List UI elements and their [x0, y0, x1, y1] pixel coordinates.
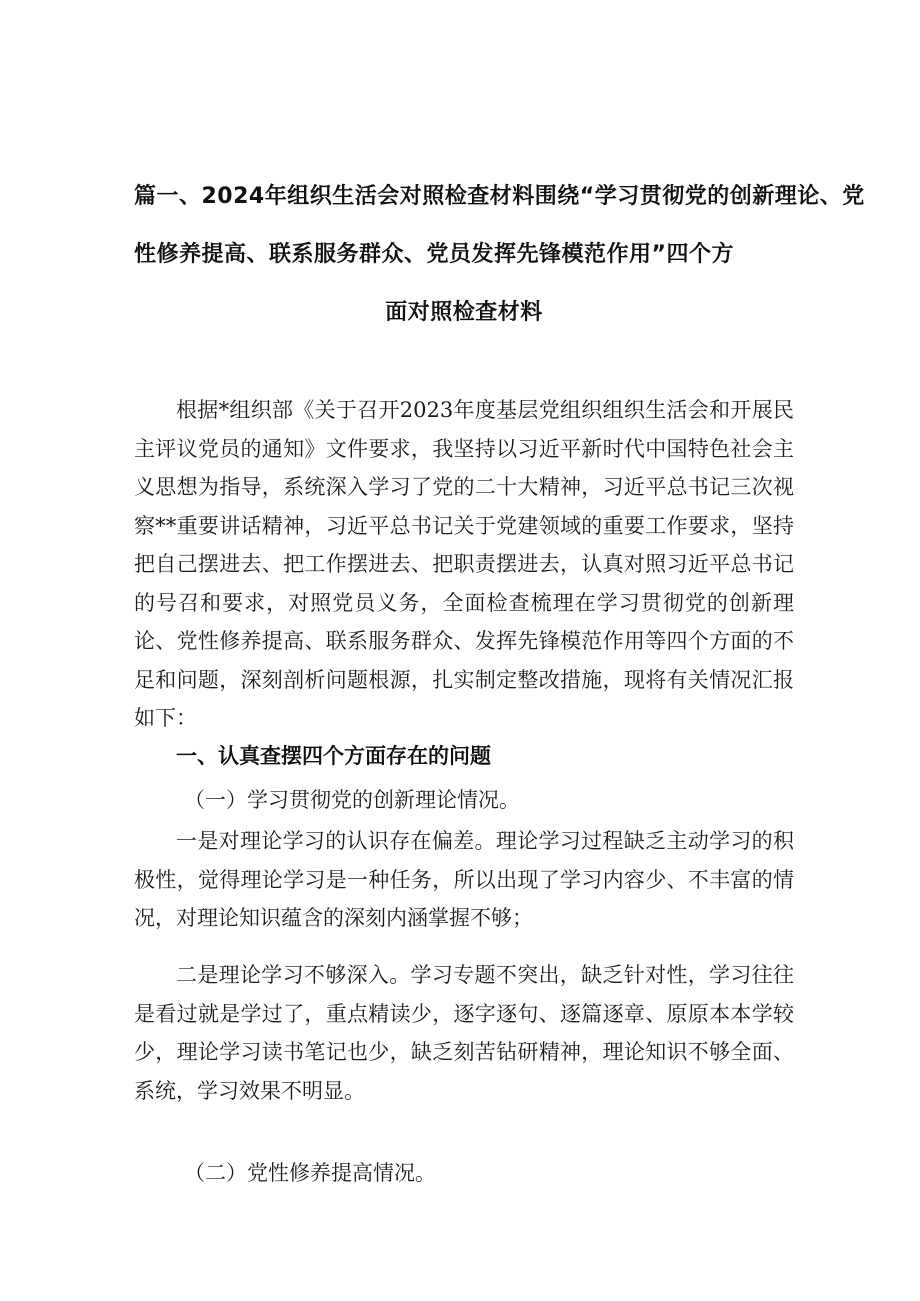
intro-paragraph: 根据*组织部《关于召开2023年度基层党组织组织生活会和开展民主评议党员的通知》文件要求，我坚持以习近平新时代中国特色社会主义思想为指导，系统深入学习了党的二十大精神，习近平总书记三次视察**重要讲话精神，习近平总书记关于党建领域的重要工作要求，坚持把自己摆进去、把工作摆进去、把职责摆进去，认真对照习近平总书记的号召和要求，对照党员义务，全面检查梳理在学习贯彻党的创新理论、党性修养提高、联系服务群众、发挥先锋模范作用等四个方面的不足和问题，深刻剖析问题根源，扎实制定整改措施，现将有关情况汇报如下：	[134, 398, 794, 730]
point-2-paragraph: 二是理论学习不够深入。学习专题不突出，缺乏针对性，学习往往是看过就是学过了，重点精读少，逐字逐句、逐篇逐章、原原本本学较少，理论学习读书笔记也少，缺乏刻苦钻研精神，理论知识不够全面、系统，学习效果不明显。	[134, 963, 794, 1103]
section-1-heading: 一、认真查摆四个方面存在的问题	[176, 744, 491, 768]
document-title	[134, 168, 865, 342]
title-line-1: 篇一、2024年组织生活会对照检查材料围绕“学习贯彻党的创新理论、党	[134, 184, 865, 209]
title-line-3: 面对照检查材料	[385, 300, 543, 325]
title-line-2: 性修养提高、联系服务群众、党员发挥先锋模范作用”四个方	[134, 242, 734, 267]
subsection-2-heading: （二）党性修养提高情况。	[184, 1161, 436, 1185]
subsection-1-heading: （一）学习贯彻党的创新理论情况。	[184, 788, 520, 812]
point-1-paragraph: 一是对理论学习的认识存在偏差。理论学习过程缺乏主动学习的积极性，觉得理论学习是一种任务，所以出现了学习内容少、不丰富的情况，对理论知识蕴含的深刻内涵掌握不够；	[134, 829, 794, 930]
